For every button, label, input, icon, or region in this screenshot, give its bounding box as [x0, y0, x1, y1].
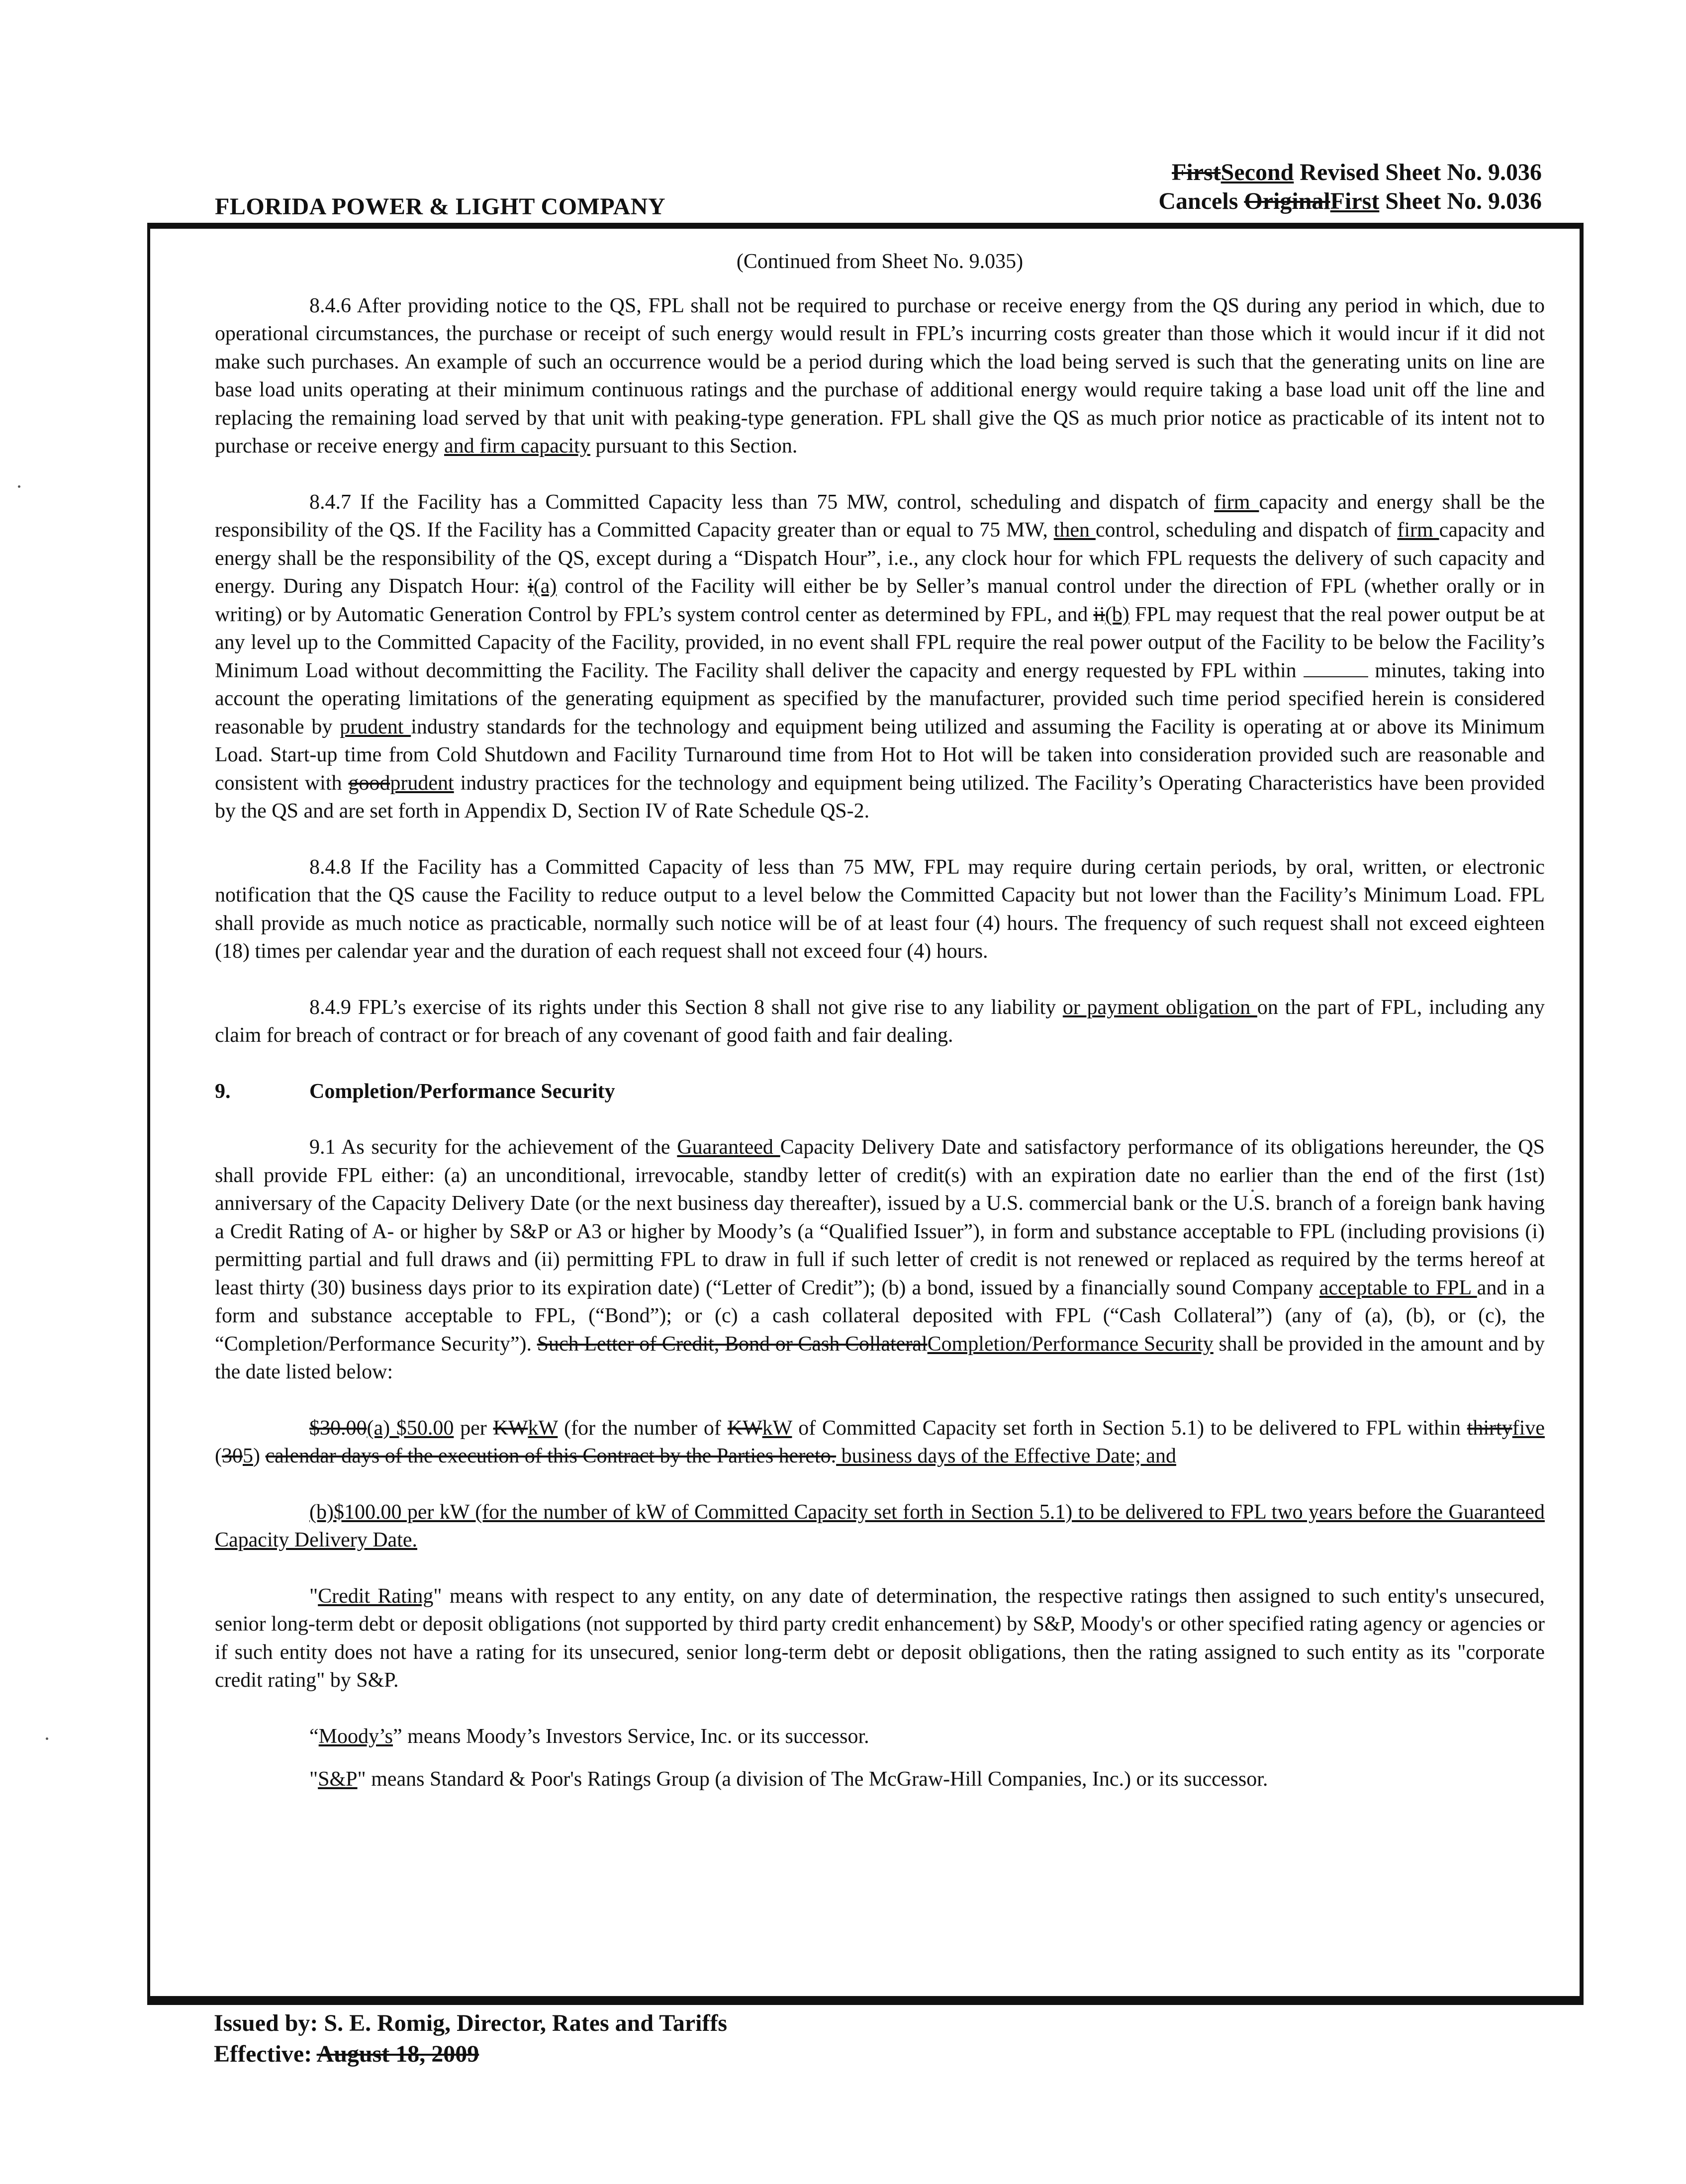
p847-c: control, scheduling and dispatch of [1095, 519, 1398, 542]
amount-b [215, 1498, 1545, 1554]
para-8-4-9 [215, 994, 1545, 1050]
amt-a-b: (for the number of [558, 1416, 728, 1440]
p847-del5: ii [1093, 603, 1105, 626]
effective-value: August 18, 2009 [316, 2041, 479, 2067]
para-8-4-6 [215, 292, 1545, 460]
sheet-new: Second [1220, 159, 1294, 185]
p91-ins2: acceptable to FPL [1319, 1276, 1477, 1299]
def-sp [215, 1765, 1545, 1794]
p847-ins5: (b) [1105, 603, 1129, 626]
amt-a-del3: KW [727, 1416, 762, 1440]
p91-del3: Such Letter of Credit, Bond or Cash Collateral [537, 1332, 928, 1356]
company-name: FLORIDA POWER & LIGHT COMPANY [215, 193, 666, 220]
amt-a-del5: 30 [222, 1445, 243, 1467]
amt-a-del6: calendar days of the execution of this Contract by the Parties hereto. [265, 1445, 837, 1467]
p846-b: pursuant to this Section. [590, 435, 798, 457]
amount-a [215, 1414, 1545, 1470]
p849-a: 8.4.9 FPL’s exercise of its rights under this Section 8 shall not give rise to any liability [309, 996, 1063, 1019]
p849-ins1: or payment obligation [1062, 996, 1257, 1019]
sheet-info [1158, 158, 1542, 216]
minutes-blank [1304, 658, 1368, 677]
cr-text: " means with respect to any entity, on any date of determination, the respective ratings then assigned to such entity's unsecured, senior long-term debt or deposit obligations (not supported by third party credit enhancement) by S&P, Moody's or other specified rating agency or agencies or if such entity does not have a rating for its unsecured, senior long-term debt or deposit obligations, then the rating assigned to such entity as its "corporate credit rating" by S&P. [215, 1584, 1545, 1692]
def-credit-rating [215, 1582, 1545, 1695]
amt-a-ins4: five [1512, 1416, 1545, 1440]
section-9-number: 9. [215, 1080, 231, 1103]
p847-d: capacity and energy shall be the responsibility of the QS, except during a “Dispatch Hour”, i.e., any clock hour for which FPL requests the delivery of such capacity and energy. During any Dispatch Hour: [215, 519, 1545, 598]
p846-ins1: and firm capacity [444, 435, 590, 457]
p846-a: 8.4.6 After providing notice to the QS, FPL shall not be required to purchase or receive energy from the QS during any period in which, due to operational circumstances, the purchase or receipt of such energy would result in FPL’s incurring costs greater than those which it would incur if it did not make such purchases. An example of such an occurrence would be a period during which the load being served is such that the generating units on line are base load units operating at their minimum continuous ratings and the purchase of additional energy would require taking a base load unit off the line and replacing the remaining load served by that unit with peaking-type generation. FPL shall give the QS as much prior notice as practicable of its intent not to purchase or receive energy [215, 294, 1545, 457]
amt-a-ins2: kW [528, 1416, 558, 1440]
p847-ins3: firm [1397, 519, 1439, 542]
tariff-content [215, 248, 1545, 1821]
cr-term: Credit Rating [318, 1584, 434, 1608]
p847-a: 8.4.7 If the Facility has a Committed Capacity less than 75 MW, control, scheduling and dispatch of [309, 490, 1215, 514]
scan-speck [18, 485, 20, 488]
sheet-cancels [1158, 187, 1542, 216]
cancels-rest: Sheet No. 9.036 [1379, 188, 1542, 214]
p847-e: control of the Facility will either be by Seller’s manual control under the direction of FPL (whether orally or in writing) or by Automatic Generation Control by FPL’s system control center as determined by FPL, and [215, 575, 1545, 626]
amt-b-text: (b)$100.00 per kW (for the number of kW of Committed Capacity set forth in Section 5.1) to be delivered to FPL two years before the Guaranteed Capacity Delivery Date. [215, 1500, 1545, 1551]
cancels-new: First [1330, 188, 1380, 214]
p847-b: capacity and energy shall be the responsibility of the QS. If the Facility has a Committed Capacity greater than or equal to 75 MW, [215, 490, 1545, 542]
cr-quote: " [309, 1584, 318, 1608]
p847-del7: good [348, 771, 390, 795]
def-moodys [215, 1723, 1545, 1751]
section-9-heading [215, 1078, 1545, 1106]
amt-a-ins3: kW [762, 1416, 792, 1440]
sp-quote: " [309, 1768, 318, 1791]
p847-g: minutes, taking into account the operating limitations of the generating equipment as specified by the manufacturer, provided such time period specified herein is considered reasonable by [215, 659, 1545, 738]
cancels-old: Original [1244, 188, 1330, 214]
section-9-title: Completion/Performance Security [309, 1080, 615, 1103]
sheet-rest: Revised Sheet No. 9.036 [1294, 159, 1542, 185]
cancels-prefix: Cancels [1158, 188, 1244, 214]
p847-ins6: prudent [340, 715, 411, 738]
amt-a-d: ( [215, 1445, 222, 1467]
issued-by [214, 2008, 727, 2039]
amt-a-del4: thirty [1467, 1416, 1512, 1440]
para-8-4-8: 8.4.8 If the Facility has a Committed Capacity of less than 75 MW, FPL may require during certain periods, by oral, written, or electronic notification that the QS cause the Facility to reduce output to a level below the Committed Capacity but not lower than the Facility’s Minimum Load. FPL shall provide as much notice as practicable, normally such notice will be of at least four (4) hours. The frequency of such request shall not exceed eighteen (18) times per calendar year and the duration of each request shall not exceed four (4) hours. [215, 855, 1545, 963]
p847-ins2: then [1053, 519, 1096, 542]
amt-a-c: of Committed Capacity set forth in Section 5.1) to be delivered to FPL within [792, 1416, 1467, 1440]
issued-label: Issued by: [214, 2010, 318, 2036]
scan-speck [46, 1737, 48, 1740]
amt-a-e: ) [253, 1445, 266, 1467]
p847-f: FPL may request that the real power output be at any level up to the Committed Capacity of the Facility, provided, in no event shall FPL require the real power output of the Facility to be below the Facility’s Minimum Load without decommitting the Facility. The Facility shall deliver the capacity and energy requested by FPL within [215, 603, 1545, 682]
moodys-text: ” means Moody’s Investors Service, Inc. or its successor. [393, 1725, 869, 1748]
p91-a: 9.1 As security for the achievement of the [309, 1136, 677, 1159]
sp-text: " means Standard & Poor's Ratings Group (a division of The McGraw-Hill Companies, Inc.) or its successor. [357, 1768, 1268, 1791]
footer [214, 2008, 727, 2070]
continued-note: (Continued from Sheet No. 9.035) [736, 250, 1024, 273]
p847-ins1: firm [1214, 490, 1259, 514]
amt-a-del1: $30.00 [309, 1416, 367, 1440]
effective-label: Effective: [214, 2041, 312, 2067]
scan-speck [1251, 1189, 1254, 1192]
p91-ins1: Guaranteed [677, 1136, 780, 1159]
amt-a-del2: KW [493, 1416, 528, 1440]
effective [214, 2039, 727, 2070]
amt-a-a: per [454, 1416, 493, 1440]
issued-value: S. E. Romig, Director, Rates and Tariffs [324, 2010, 728, 2036]
para-9-1 [215, 1133, 1545, 1386]
p91-ins3: Completion/Performance Security [927, 1332, 1214, 1356]
tariff-box [147, 223, 1584, 2005]
p847-ins4: (a) [533, 575, 557, 598]
sheet-old: First [1172, 159, 1221, 185]
amt-a-ins1: (a) $50.00 [367, 1416, 454, 1440]
p849-b: on the part of FPL, including any claim for breach of contract or for breach of any covenant of good faith and fair dealing. [215, 996, 1545, 1047]
sheet-revision [1158, 158, 1542, 187]
p91-d: shall be provided in the amount and by the date listed below: [215, 1332, 1545, 1383]
amt-a-ins6: business days of the Effective Date; and [836, 1445, 1176, 1467]
p91-b: Capacity Delivery Date and satisfactory performance of its obligations hereunder, the QS shall provide FPL either: (a) an unconditional, irrevocable, standby letter of credit(s) with an expiration date no earlier than the end of the first (1st) anniversary of the Capacity Delivery Date (or the next business day thereafter), issued by a U.S. commercial bank or the U.S. branch of a foreign bank having a Credit Rating of A- or higher by S&P or A3 or higher by Moody’s (a “Qualified Issuer”), in form and substance acceptable to FPL (including provisions (i) permitting partial and full draws and (ii) permitting FPL to draw in full if such letter of credit is not renewed or replaced as required by the terms hereof at least thirty (30) business days prior to its expiration date) (“Letter of Credit”); (b) a bond, issued by a financially sound Company [215, 1136, 1545, 1299]
para-8-4-7 [215, 488, 1545, 825]
moodys-term: Moody’s [318, 1725, 393, 1748]
amt-a-ins5: 5 [243, 1445, 253, 1467]
p847-i: industry practices for the technology and equipment being utilized. The Facility’s Operating Characteristics have been provided by the QS and are set forth in Appendix D, Section IV of Rate Schedule QS-2. [215, 771, 1545, 822]
p847-h: industry standards for the technology and equipment being utilized and assuming the Facility is operating at or above its Minimum Load. Start-up time from Cold Shutdown and Facility Turnaround time from Hot to Hot will be taken into consideration provided such are reasonable and consistent with [215, 715, 1545, 795]
sp-term: S&P [318, 1768, 358, 1791]
p847-del4: i [528, 575, 534, 598]
p91-c: and in a form and substance acceptable to FPL, (“Bond”); or (c) a cash collateral deposited with FPL (“Cash Collateral”) (any of (a), (b), or (c), the “Completion/Performance Security”). [215, 1276, 1545, 1356]
p847-ins7: prudent [390, 771, 454, 795]
moodys-quote: “ [309, 1725, 319, 1748]
